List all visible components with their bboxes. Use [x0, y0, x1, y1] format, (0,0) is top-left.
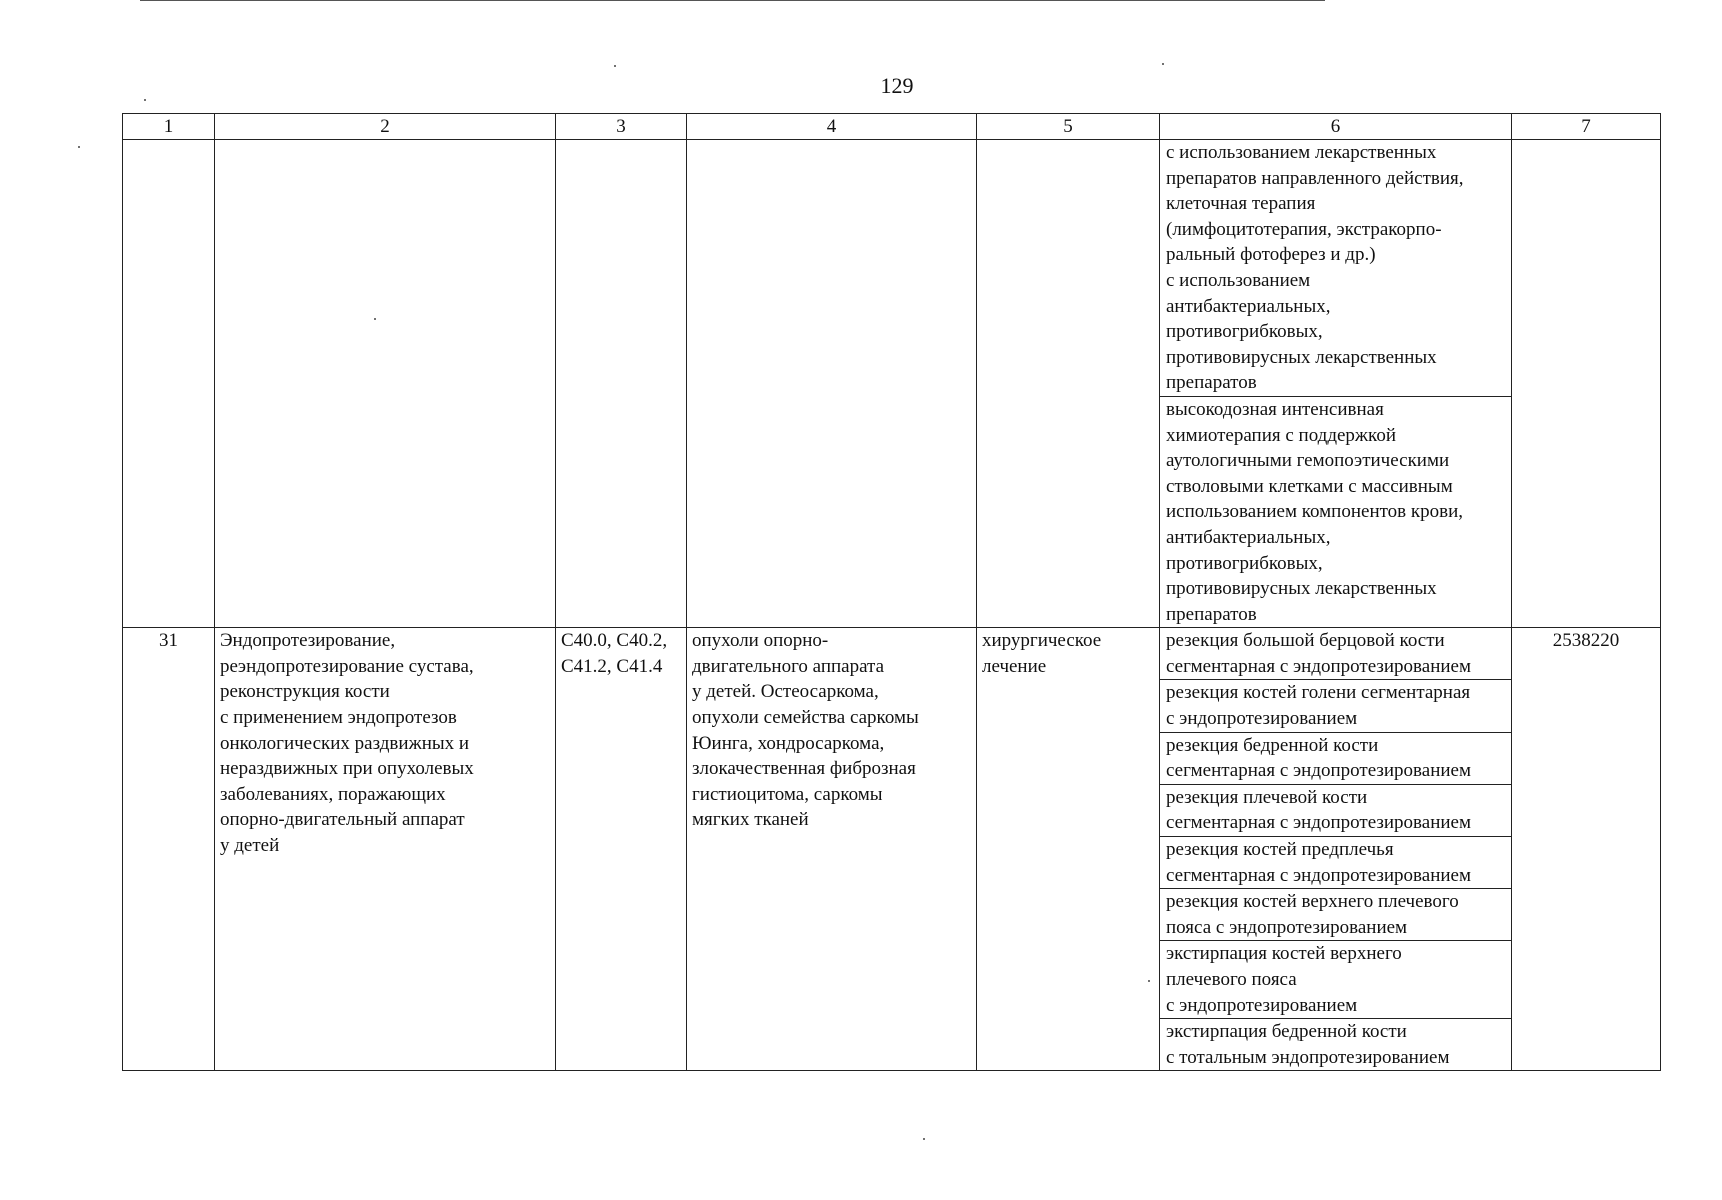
table-row-continuation — [123, 140, 1661, 628]
patient-model-line: злокачественная фиброзная — [692, 758, 916, 780]
method-item — [1160, 784, 1511, 836]
method-line: сегментарная с эндопротезированием — [1166, 812, 1472, 834]
method-line: высокодозная интенсивная — [1166, 398, 1384, 420]
scan-edge-line — [140, 0, 1325, 1]
patient-model-cell — [687, 628, 977, 1071]
method-line: сегментарная с эндопротезированием — [1166, 655, 1472, 677]
continuation-cost-cell — [1512, 140, 1661, 628]
icd-codes-line: C41.2, C41.4 — [561, 655, 663, 677]
header-col-3: 3 — [556, 114, 687, 140]
method-line: сегментарная с эндопротезированием — [1166, 864, 1472, 886]
treatment-type-line: хирургическое — [982, 630, 1102, 652]
method-item — [1160, 836, 1511, 888]
method-line: препаратов направленного действия, — [1166, 167, 1464, 189]
scan-speck — [923, 1138, 925, 1140]
method-item — [1160, 888, 1511, 940]
method-line: резекция плечевой кости — [1166, 786, 1368, 808]
method-item — [1160, 628, 1511, 679]
page-number: 129 — [880, 73, 914, 98]
method-line: экстирпация костей верхнего — [1166, 943, 1402, 965]
service-name-line: реконструкция кости — [220, 681, 390, 703]
method-item — [1160, 940, 1511, 1018]
service-name-line: Эндопротезирование, — [220, 630, 396, 652]
method-line: (лимфоцитотерапия, экстракорпо- — [1166, 218, 1442, 240]
header-col-2: 2 — [215, 114, 556, 140]
method-item — [1160, 396, 1511, 627]
method-line: стволовыми клетками с массивным — [1166, 475, 1453, 497]
icd-codes-line: C40.0, C40.2, — [561, 630, 668, 652]
method-line: с использованием — [1166, 269, 1311, 291]
method-line: резекция костей голени сегментарная — [1166, 682, 1471, 704]
header-col-1: 1 — [123, 114, 215, 140]
service-name-line: нераздвижных при опухолевых — [220, 758, 474, 780]
continuation-number-cell — [123, 140, 215, 628]
method-line: ральный фотоферез и др.) — [1166, 244, 1376, 266]
scan-speck — [78, 146, 80, 148]
method-line: резекция костей верхнего плечевого — [1166, 891, 1459, 913]
continuation-methods-cell — [1160, 140, 1512, 628]
method-line: экстирпация бедренной кости — [1166, 1021, 1407, 1043]
method-line: противовирусных лекарственных — [1166, 578, 1437, 600]
method-line: резекция бедренной кости — [1166, 734, 1379, 756]
method-line: химиотерапия с поддержкой — [1166, 424, 1396, 446]
method-line: препаратов — [1166, 372, 1257, 394]
patient-model-line: опухоли опорно- — [692, 630, 829, 652]
continuation-name-cell — [215, 140, 556, 628]
service-name-line: онкологических раздвижных и — [220, 732, 470, 754]
method-line: антибактериальных, — [1166, 526, 1331, 548]
method-line: резекция костей предплечья — [1166, 839, 1394, 861]
table-row-31 — [123, 628, 1661, 1071]
table-header-row — [123, 114, 1661, 140]
continuation-codes-cell — [556, 140, 687, 628]
method-item — [1160, 679, 1511, 731]
method-line: клеточная терапия — [1166, 193, 1316, 215]
patient-model-line: опухоли семейства саркомы — [692, 707, 919, 729]
patient-model-line: у детей. Остеосаркома, — [692, 681, 879, 703]
scan-speck — [614, 65, 616, 67]
method-item — [1160, 140, 1511, 396]
method-line: плечевого пояса — [1166, 969, 1297, 990]
header-col-4: 4 — [687, 114, 977, 140]
patient-model-line: двигательного аппарата — [692, 655, 885, 677]
method-line: пояса с эндопротезированием — [1166, 916, 1408, 938]
method-line: сегментарная с эндопротезированием — [1166, 760, 1472, 782]
method-line: с эндопротезированием — [1166, 994, 1358, 1016]
service-name-line: с применением эндопротезов — [220, 707, 457, 729]
header-col-6: 6 — [1160, 114, 1512, 140]
method-line: с тотальным эндопротезированием — [1166, 1046, 1450, 1068]
patient-model-line: мягких тканей — [692, 809, 809, 831]
method-item — [1160, 1018, 1511, 1070]
method-line: противогрибковых, — [1166, 552, 1323, 574]
service-name-line: реэндопротезирование сустава, — [220, 655, 474, 677]
method-line: с эндопротезированием — [1166, 708, 1358, 730]
service-name-line: у детей — [220, 835, 280, 857]
row-number: 31 — [123, 628, 215, 1071]
continuation-treatment-cell — [977, 140, 1160, 628]
method-line: препаратов — [1166, 603, 1257, 625]
header-col-5: 5 — [977, 114, 1160, 140]
method-line: противовирусных лекарственных — [1166, 346, 1437, 368]
method-line: противогрибковых, — [1166, 321, 1323, 343]
icd-codes-cell — [556, 628, 687, 1071]
method-line: с использованием лекарственных — [1166, 142, 1437, 163]
method-line: антибактериальных, — [1166, 295, 1331, 317]
method-item — [1160, 732, 1511, 784]
service-name-line: заболеваниях, поражающих — [220, 783, 446, 805]
service-name-line: опорно-двигательный аппарат — [220, 809, 465, 831]
method-line: использованием компонентов крови, — [1166, 501, 1464, 523]
treatment-type-cell — [977, 628, 1160, 1071]
scan-speck — [1162, 63, 1164, 65]
cost-cell: 2538220 — [1512, 628, 1661, 1071]
services-table — [122, 113, 1661, 1071]
service-name-cell — [215, 628, 556, 1071]
treatment-type-line: лечение — [982, 655, 1047, 677]
method-line: аутологичными гемопоэтическими — [1166, 450, 1450, 472]
header-col-7: 7 — [1512, 114, 1661, 140]
continuation-model-cell — [687, 140, 977, 628]
patient-model-line: Юинга, хондросаркома, — [692, 732, 885, 754]
treatment-methods-cell — [1160, 628, 1512, 1071]
method-line: резекция большой берцовой кости — [1166, 630, 1445, 652]
patient-model-line: гистиоцитома, саркомы — [692, 783, 883, 805]
